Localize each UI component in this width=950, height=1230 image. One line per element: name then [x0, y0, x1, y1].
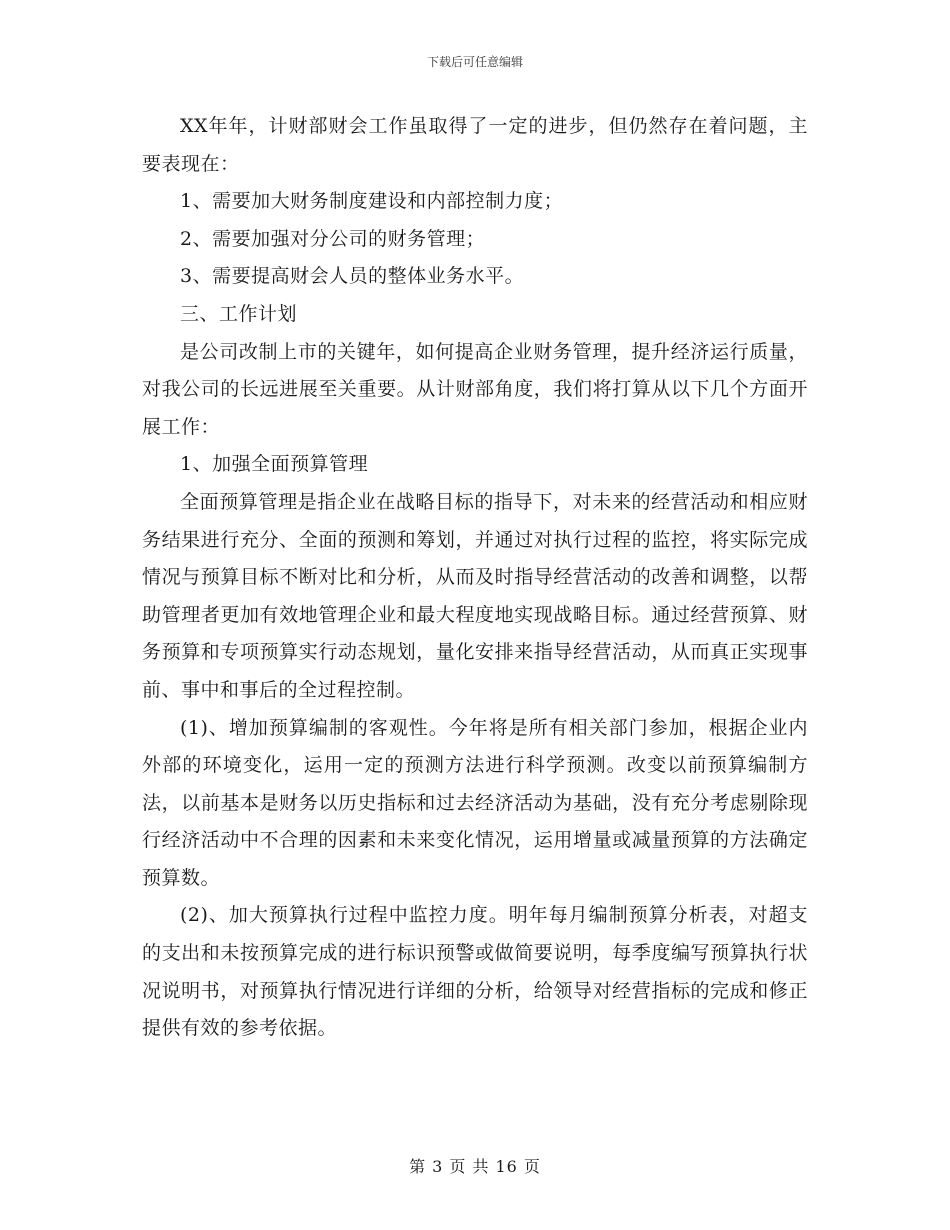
- section-heading-work-plan: 三、工作计划: [180, 302, 298, 325]
- paragraph-budget-monitoring: (2)、加大预算执行过程中监控力度。明年每月编制预算分析表，对超支的支出和未按预算完成的进行标识预警或做简要说明，每季度编写预算执行状况说明书，对预算执行情况进行详细的分析，给领导对经营指标的完成和修正提供有效的参考依据。: [142, 904, 808, 1040]
- paragraph-budget-definition: 全面预算管理是指企业在战略目标的指导下，对未来的经营活动和相应财务结果进行充分、全面的预测和筹划，并通过对执行过程的监控，将实际完成情况与预算目标不断对比和分析，从而及时指导经营活动的改善和调整，以帮助管理者更加有效地管理企业和最大程度地实现战略目标。通过经营预算、财务预算和专项预算实行动态规划，量化安排来指导经营活动，从而真正实现事前、事中和事后的全过程控制。: [142, 490, 808, 701]
- paragraph-budget-objectivity: (1)、增加预算编制的客观性。今年将是所有相关部门参加，根据企业内外部的环境变化，运用一定的预测方法进行科学预测。改变以前预算编制方法，以前基本是财务以历史指标和过去经济活动为基础，没有充分考虑剔除现行经济活动中不合理的因素和未来变化情况，运用增量或减量预算的方法确定预算数。: [142, 716, 808, 889]
- subheading-budget-management: 1、加强全面预算管理: [180, 453, 369, 476]
- paragraph-plan-intro: 是公司改制上市的关键年，如何提高企业财务管理，提升经济运行质量，对我公司的长远进展至关重要。从计财部角度，我们将打算从以下几个方面开展工作：: [142, 340, 808, 438]
- paragraph-problem-3: 3、需要提高财会人员的整体业务水平。: [180, 265, 525, 288]
- footer-total-pages: 16: [495, 1157, 518, 1176]
- document-body: [142, 108, 808, 1048]
- footer-prefix: 第: [409, 1157, 427, 1176]
- header-note: 下载后可任意编辑: [426, 55, 523, 69]
- footer-suffix: 页: [523, 1157, 541, 1176]
- paragraph-problems-intro: XX年年，计财部财会工作虽取得了一定的进步，但仍然存在着问题，主要表现在：: [142, 115, 808, 175]
- paragraph-problem-1: 1、需要加大财务制度建设和内部控制力度；: [180, 190, 564, 213]
- paragraph-problem-2: 2、需要加强对分公司的财务管理；: [180, 227, 486, 250]
- footer-middle: 页 共: [449, 1157, 490, 1176]
- page-footer: [0, 1157, 950, 1177]
- footer-current-page: 3: [432, 1157, 444, 1176]
